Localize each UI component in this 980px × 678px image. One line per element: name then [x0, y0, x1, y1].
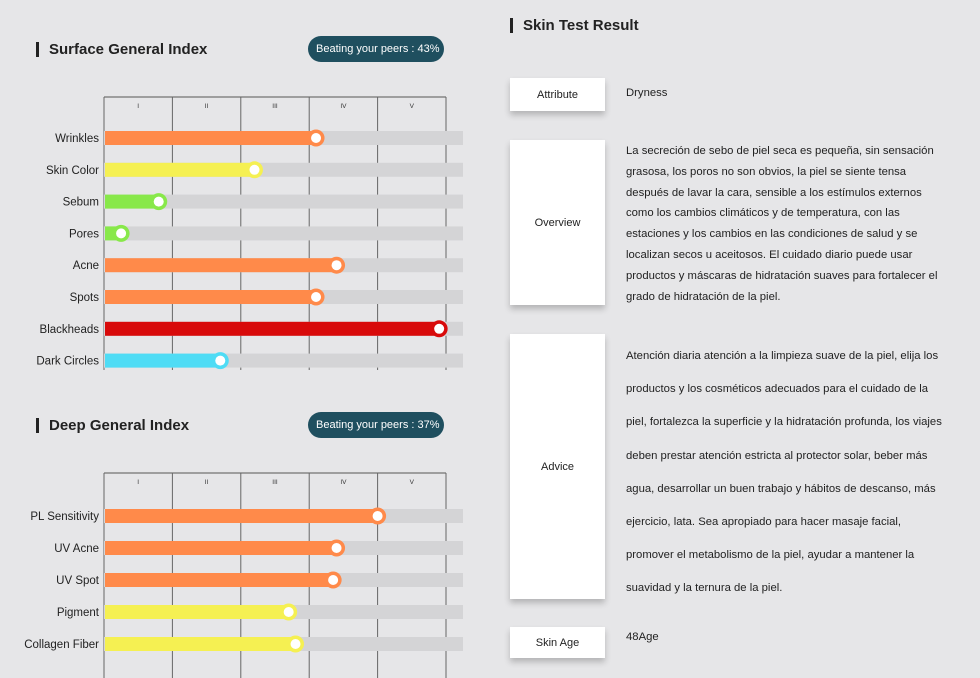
category-label-blackheads: Blackheads	[39, 323, 99, 336]
bar-skin-color	[105, 163, 254, 177]
skin-age-label: Skin Age	[535, 636, 580, 649]
attribute-label: Attribute	[537, 88, 578, 101]
attribute-label-box	[510, 78, 605, 111]
tick-label-4: IV	[340, 103, 347, 110]
bar-blackheads	[105, 322, 439, 336]
bar-pigment	[105, 605, 289, 619]
category-label-skin-color: Skin Color	[45, 164, 99, 177]
surface-index-title: Surface General Index	[36, 42, 207, 57]
bar-marker-center-pl-sensitivity	[373, 511, 383, 521]
attribute-value: Dryness	[626, 87, 668, 99]
tick-label-1: I	[137, 103, 140, 110]
category-label-pores: Pores	[68, 228, 99, 241]
category-label-spots: Spots	[69, 292, 99, 304]
category-label-collagen-fiber: Collagen Fiber	[24, 639, 99, 651]
bar-marker-center-pigment	[284, 607, 294, 617]
bar-marker-center-spots	[311, 292, 321, 302]
bar-marker-center-sebum	[154, 197, 164, 207]
category-label-sebum: Sebum	[62, 196, 99, 209]
category-label-uv-acne: UV Acne	[54, 543, 99, 555]
bar-marker-center-uv-acne	[332, 543, 342, 553]
bar-wrinkles	[105, 131, 316, 145]
deep-index-chart	[0, 466, 480, 678]
bar-marker-center-blackheads	[434, 324, 444, 334]
skin-age-label-box	[510, 627, 605, 658]
bar-marker-center-dark-circles	[215, 356, 225, 366]
tick-label-2: II	[204, 479, 209, 486]
category-label-dark-circles: Dark Circles	[36, 355, 99, 368]
category-label-pl-sensitivity: PL Sensitivity	[30, 511, 99, 523]
overview-label-box	[510, 140, 605, 305]
bar-pl-sensitivity	[105, 509, 378, 523]
tick-label-1: I	[137, 479, 140, 486]
tick-label-4: IV	[340, 479, 347, 486]
overview-text: La secreción de sebo de piel seca es pequeña, sin sensación grasosa, los poros no son obvios, la piel se siente tensa después de lavar la cara, sensible a los estímulos externos como los cambios climáticos y de temperatura, con las estaciones y los cambios en las condiciones de salud y se localizan secos u aceitosos. El cuidado diario puede usar productos y máscaras de hidratación suaves para fortalecer el grado de hidratación de la piel.	[626, 145, 938, 303]
overview-label: Overview	[534, 216, 581, 229]
tick-label-5: V	[409, 479, 414, 486]
deep-index-title: Deep General Index	[36, 418, 189, 433]
bar-marker-center-pores	[116, 228, 126, 238]
tick-label-2: II	[204, 103, 209, 110]
surface-index-chart	[0, 90, 480, 380]
bar-spots	[105, 290, 316, 304]
bar-acne	[105, 258, 337, 272]
bar-dark-circles	[105, 354, 220, 368]
bar-marker-center-uv-spot	[328, 575, 338, 585]
surface-peers-badge: Beating your peers : 43%	[308, 36, 444, 62]
bar-collagen-fiber	[105, 637, 296, 651]
advice-text: Atención diaria atención a la limpieza suave de la piel, elija los productos y los cosméticos adecuados para el cuidado de la piel, fortalezca la superficie y la hidratación profunda, los viajes deben prestar atención estricta al protector solar, beber más agua, desarrollar un buen trabajo y hábitos de descanso, más ejercicio, lata. Sea apropiado para hacer masaje facial, promover el metabolismo de la piel, ayudar a mantener la suavidad y la ternura de la piel.	[626, 350, 942, 595]
advice-label: Advice	[540, 460, 575, 473]
tick-label-3: III	[272, 103, 278, 110]
bar-marker-center-collagen-fiber	[291, 639, 301, 649]
bar-track-pores	[104, 226, 463, 240]
bar-uv-spot	[105, 573, 333, 587]
bar-marker-center-acne	[332, 260, 342, 270]
category-label-wrinkles: Wrinkles	[55, 133, 99, 145]
category-label-acne: Acne	[72, 260, 99, 273]
tick-label-3: III	[272, 479, 278, 486]
skin-test-result-title: Skin Test Result	[510, 18, 639, 33]
deep-peers-badge: Beating your peers : 37%	[308, 412, 444, 438]
skin-age-value: 48Age	[626, 631, 659, 643]
category-label-pigment: Pigment	[56, 607, 99, 619]
category-label-uv-spot: UV Spot	[56, 575, 99, 587]
bar-marker-center-skin-color	[249, 165, 259, 175]
tick-label-5: V	[409, 103, 414, 110]
advice-label-box	[510, 334, 605, 599]
bar-marker-center-wrinkles	[311, 133, 321, 143]
bar-uv-acne	[105, 541, 337, 555]
